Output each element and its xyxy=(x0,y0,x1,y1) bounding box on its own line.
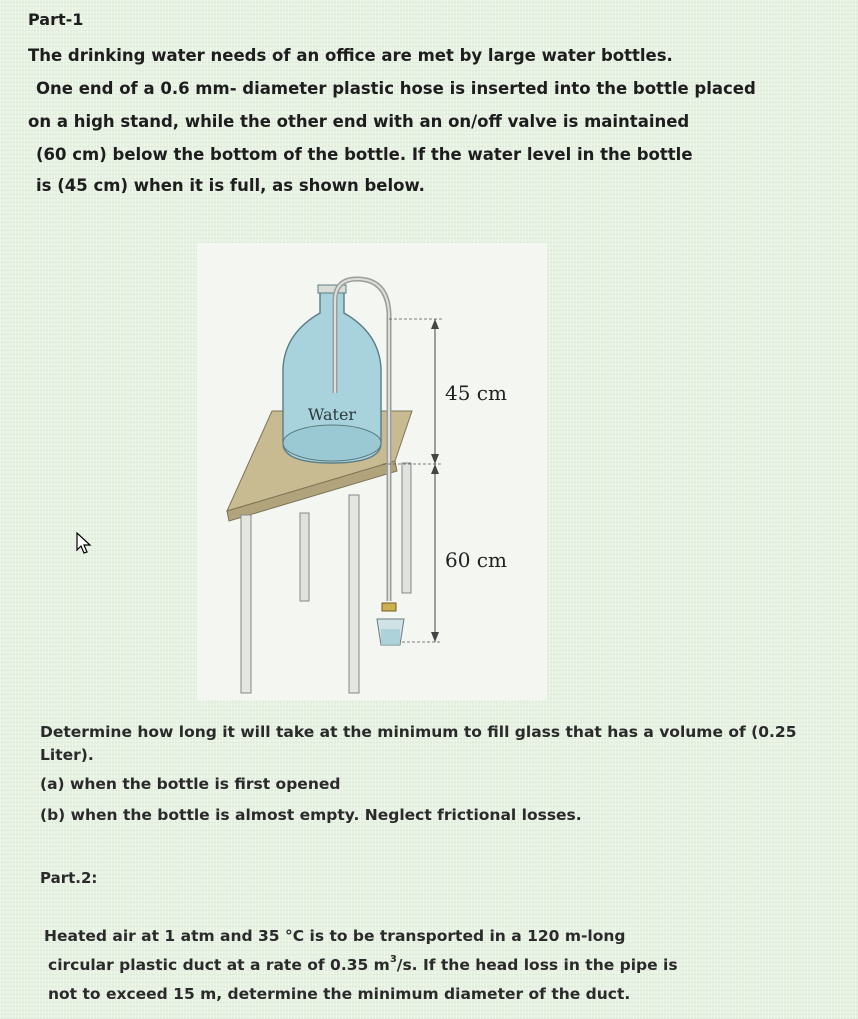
question-line-2: Liter). xyxy=(40,746,94,764)
part2-line-2 xyxy=(48,956,678,974)
dim-top-label: 45 cm xyxy=(445,381,507,405)
question-line-1: Determine how long it will take at the minimum to fill glass that has a volume of (0.25 xyxy=(40,723,797,741)
part2-line-2-rest: /s. If the head loss in the pipe is xyxy=(396,956,678,975)
dim-bottom-label: 60 cm xyxy=(445,548,507,572)
water-label: Water xyxy=(307,405,357,424)
intro-line-1: The drinking water needs of an office are met by large water bottles. xyxy=(28,46,673,65)
part2-line-1: Heated air at 1 atm and 35 °C is to be transported in a 120 m-long xyxy=(44,927,626,945)
intro-line-5: is (45 cm) when it is full, as shown below. xyxy=(36,176,425,195)
intro-line-4: (60 cm) below the bottom of the bottle. If the water level in the bottle xyxy=(36,145,693,164)
part1-title: Part-1 xyxy=(28,10,84,29)
intro-line-2: One end of a 0.6 mm- diameter plastic hose is inserted into the bottle placed xyxy=(36,79,756,98)
mouse-pointer-icon xyxy=(76,532,92,560)
bottle-siphon-figure xyxy=(197,243,547,700)
figure-drawing xyxy=(197,243,547,700)
part2-title: Part.2: xyxy=(40,869,98,887)
intro-line-3: on a high stand, while the other end with an on/off valve is maintained xyxy=(28,112,690,131)
part2-superscript: 3 xyxy=(389,954,397,965)
question-b: (b) when the bottle is almost empty. Neglect frictional losses. xyxy=(40,806,582,824)
part2-line-3: not to exceed 15 m, determine the minimum diameter of the duct. xyxy=(48,985,631,1003)
part2-line-2-text: circular plastic duct at a rate of 0.35 m xyxy=(48,956,390,975)
question-a: (a) when the bottle is first opened xyxy=(40,775,341,793)
